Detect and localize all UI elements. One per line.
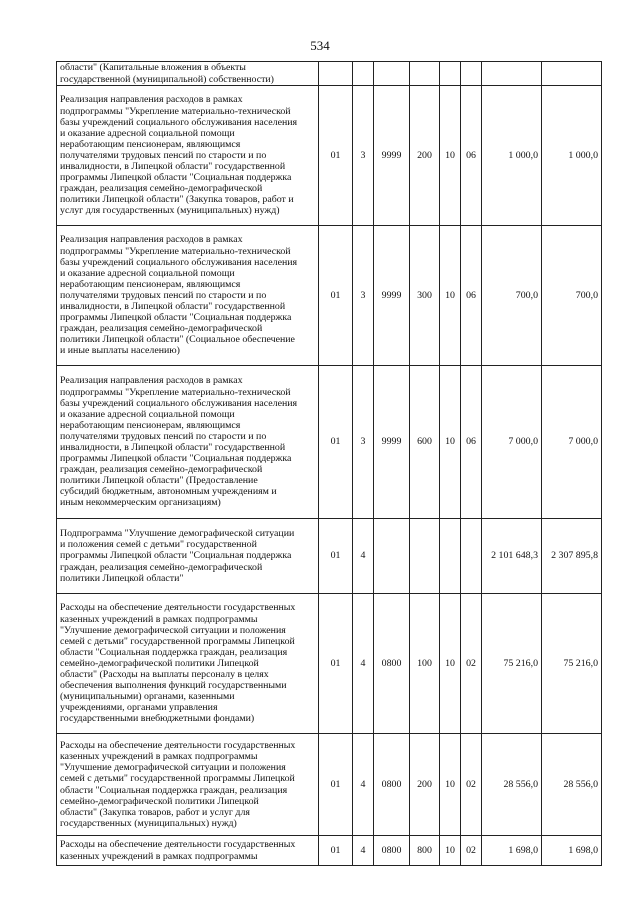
description-line: услуг для государственных (муниципальных) нужд)	[60, 205, 280, 217]
subsection-code: 02	[461, 734, 482, 836]
subprogram-code: 4	[353, 836, 374, 866]
target-article-code: 9999	[374, 86, 410, 226]
description-line: базы учреждений социального обслуживания населения	[60, 116, 298, 128]
description-line: учреждениями, органами управления	[60, 702, 218, 714]
budget-table	[56, 61, 602, 866]
description-line: неработающим пенсионерам, являющимся	[60, 138, 241, 150]
expense-type-code	[410, 62, 440, 86]
section-code: 10	[440, 86, 461, 226]
subsection-code: 02	[461, 594, 482, 734]
subsection-code	[461, 62, 482, 86]
description-line: и оказание адресной социальной помощи	[60, 127, 235, 139]
description-line: инвалидности, в Липецкой области" государственной	[60, 442, 286, 453]
description-line: граждан, реализация семейно-демографической	[60, 561, 263, 573]
subsection-code: 06	[461, 366, 482, 519]
subprogram-code: 4	[353, 734, 374, 836]
description-line: подпрограммы "Укрепление материально-технической	[60, 245, 291, 257]
subsection-code: 06	[461, 86, 482, 226]
table-row	[57, 366, 602, 519]
target-article-code	[374, 519, 410, 594]
amount-year-2: 28 556,0	[542, 734, 602, 836]
description-line: казенных учреждений в рамках подпрограммы	[60, 850, 258, 862]
description-line: и оказание адресной социальной помощи	[60, 267, 235, 279]
target-article-code: 9999	[374, 226, 410, 366]
description-line: Расходы на обеспечение деятельности государственных	[60, 839, 296, 851]
description-line: и иные выплаты населению)	[60, 345, 180, 357]
target-article-code	[374, 62, 410, 86]
table-row	[57, 734, 602, 836]
description-line: получателями трудовых пенсий по старости и по	[60, 289, 267, 301]
subsection-code	[461, 519, 482, 594]
description-line: (муниципальными) органами, казенными	[60, 691, 235, 703]
description-line: области "Социальная поддержка граждан, реализация	[60, 646, 288, 658]
amount-year-1: 2 101 648,3	[482, 519, 542, 594]
amount-year-2: 1 000,0	[542, 86, 602, 226]
target-article-code: 9999	[374, 366, 410, 519]
amount-year-2: 75 216,0	[542, 594, 602, 734]
amount-year-1	[482, 62, 542, 86]
program-code: 01	[319, 836, 353, 866]
table-row	[57, 519, 602, 594]
target-article-code: 0800	[374, 836, 410, 866]
subprogram-code	[353, 62, 374, 86]
expense-type-code: 600	[410, 366, 440, 519]
expense-type-code: 200	[410, 734, 440, 836]
description-line: государственными внебюджетными фондами)	[60, 713, 255, 725]
amount-year-2	[542, 62, 602, 86]
description-line: программы Липецкой области "Социальная поддержка	[60, 453, 292, 465]
amount-year-2: 1 698,0	[542, 836, 602, 866]
subsection-code: 06	[461, 226, 482, 366]
section-code: 10	[440, 594, 461, 734]
description-line: политики Липецкой области"	[60, 572, 184, 584]
amount-year-1: 75 216,0	[482, 594, 542, 734]
description-line: программы Липецкой области "Социальная поддержка	[60, 172, 292, 184]
program-code: 01	[319, 86, 353, 226]
description-line: казенных учреждений в рамках подпрограммы	[60, 613, 258, 625]
row-description	[57, 62, 319, 86]
description-line: политики Липецкой области" (Закупка товаров, работ и	[60, 194, 294, 206]
description-line: государственных (муниципальных) нужд)	[60, 817, 237, 829]
description-line: семей с детьми" государственной программы Липецкой	[60, 635, 295, 647]
description-line: получателями трудовых пенсий по старости и по	[60, 430, 267, 442]
target-article-code: 0800	[374, 594, 410, 734]
subprogram-code: 4	[353, 519, 374, 594]
description-line: семейно-демографической политики Липецкой	[60, 795, 259, 807]
amount-year-2: 2 307 895,8	[542, 519, 602, 594]
description-line: обеспечения выполнения функций государственными	[60, 680, 287, 692]
section-code	[440, 519, 461, 594]
description-line: Реализация направления расходов в рамках	[60, 375, 243, 387]
subprogram-code: 3	[353, 226, 374, 366]
expense-type-code: 300	[410, 226, 440, 366]
description-line: государственной (муниципальной) собственности)	[60, 73, 274, 85]
description-line: программы Липецкой области "Социальная поддержка	[60, 312, 292, 324]
description-line: базы учреждений социального обслуживания населения	[60, 397, 298, 409]
amount-year-1: 1 698,0	[482, 836, 542, 866]
description-line: политики Липецкой области" (Предоставление	[60, 475, 258, 487]
row-description	[57, 734, 319, 836]
program-code: 01	[319, 519, 353, 594]
section-code: 10	[440, 366, 461, 519]
description-line: области" (Расходы на выплаты персоналу в целях	[60, 669, 269, 681]
subprogram-code: 3	[353, 366, 374, 519]
subprogram-code: 4	[353, 594, 374, 734]
program-code: 01	[319, 226, 353, 366]
description-line: семейно-демографической политики Липецкой	[60, 657, 259, 669]
description-line: области" (Капитальные вложения в объекты	[60, 62, 246, 74]
program-code: 01	[319, 594, 353, 734]
row-description	[57, 226, 319, 366]
description-line: граждан, реализация семейно-демографической	[60, 183, 263, 195]
table-row	[57, 86, 602, 226]
description-line: инвалидности, в Липецкой области" государственной	[60, 301, 286, 313]
description-line: области "Социальная поддержка граждан, реализация	[60, 784, 288, 796]
table-row	[57, 62, 602, 86]
program-code: 01	[319, 734, 353, 836]
amount-year-2: 700,0	[542, 226, 602, 366]
description-line: семей с детьми" государственной программы Липецкой	[60, 773, 295, 785]
amount-year-2: 7 000,0	[542, 366, 602, 519]
description-line: неработающим пенсионерам, являющимся	[60, 278, 241, 290]
description-line: и оказание адресной социальной помощи	[60, 408, 235, 420]
program-code: 01	[319, 366, 353, 519]
section-code: 10	[440, 836, 461, 866]
table-row	[57, 836, 602, 866]
page-number: 534	[310, 38, 330, 53]
target-article-code: 0800	[374, 734, 410, 836]
expense-type-code: 100	[410, 594, 440, 734]
description-line: казенных учреждений в рамках подпрограммы	[60, 751, 258, 763]
description-line: подпрограммы "Укрепление материально-технической	[60, 386, 291, 398]
row-description	[57, 86, 319, 226]
description-line: подпрограммы "Укрепление материально-технической	[60, 105, 291, 117]
subprogram-code: 3	[353, 86, 374, 226]
amount-year-1: 1 000,0	[482, 86, 542, 226]
description-line: Реализация направления расходов в рамках	[60, 94, 243, 106]
row-description	[57, 366, 319, 519]
section-code: 10	[440, 226, 461, 366]
expense-type-code: 800	[410, 836, 440, 866]
description-line: "Улучшение демографической ситуации и положения	[60, 762, 286, 774]
subsection-code: 02	[461, 836, 482, 866]
expense-type-code	[410, 519, 440, 594]
description-line: Расходы на обеспечение деятельности государственных	[60, 602, 296, 614]
row-description	[57, 836, 319, 866]
description-line: политики Липецкой области" (Социальное обеспечение	[60, 334, 295, 346]
description-line: Расходы на обеспечение деятельности государственных	[60, 740, 296, 752]
description-line: граждан, реализация семейно-демографической	[60, 323, 263, 335]
table-row	[57, 226, 602, 366]
description-line: субсидий бюджетным, автономным учреждениям и	[60, 486, 277, 498]
description-line: и положения семей с детьми" государственной	[60, 539, 257, 551]
section-code	[440, 62, 461, 86]
description-line: получателями трудовых пенсий по старости и по	[60, 149, 267, 161]
program-code	[319, 62, 353, 86]
description-line: неработающим пенсионерам, являющимся	[60, 419, 241, 431]
description-line: области" (Закупка товаров, работ и услуг для	[60, 806, 250, 818]
amount-year-1: 700,0	[482, 226, 542, 366]
expense-type-code: 200	[410, 86, 440, 226]
description-line: инвалидности, в Липецкой области" государственной	[60, 161, 286, 173]
description-line: программы Липецкой области "Социальная поддержка	[60, 550, 292, 562]
amount-year-1: 28 556,0	[482, 734, 542, 836]
description-line: "Улучшение демографической ситуации и положения	[60, 624, 286, 636]
row-description	[57, 594, 319, 734]
table-body	[57, 62, 602, 866]
description-line: иным некоммерческим организациям)	[60, 497, 221, 509]
description-line: граждан, реализация семейно-демографической	[60, 464, 263, 476]
table-row	[57, 594, 602, 734]
amount-year-1: 7 000,0	[482, 366, 542, 519]
section-code: 10	[440, 734, 461, 836]
row-description	[57, 519, 319, 594]
description-line: базы учреждений социального обслуживания населения	[60, 256, 298, 268]
description-line: Подпрограмма "Улучшение демографической ситуации	[60, 528, 295, 540]
description-line: Реализация направления расходов в рамках	[60, 234, 243, 246]
